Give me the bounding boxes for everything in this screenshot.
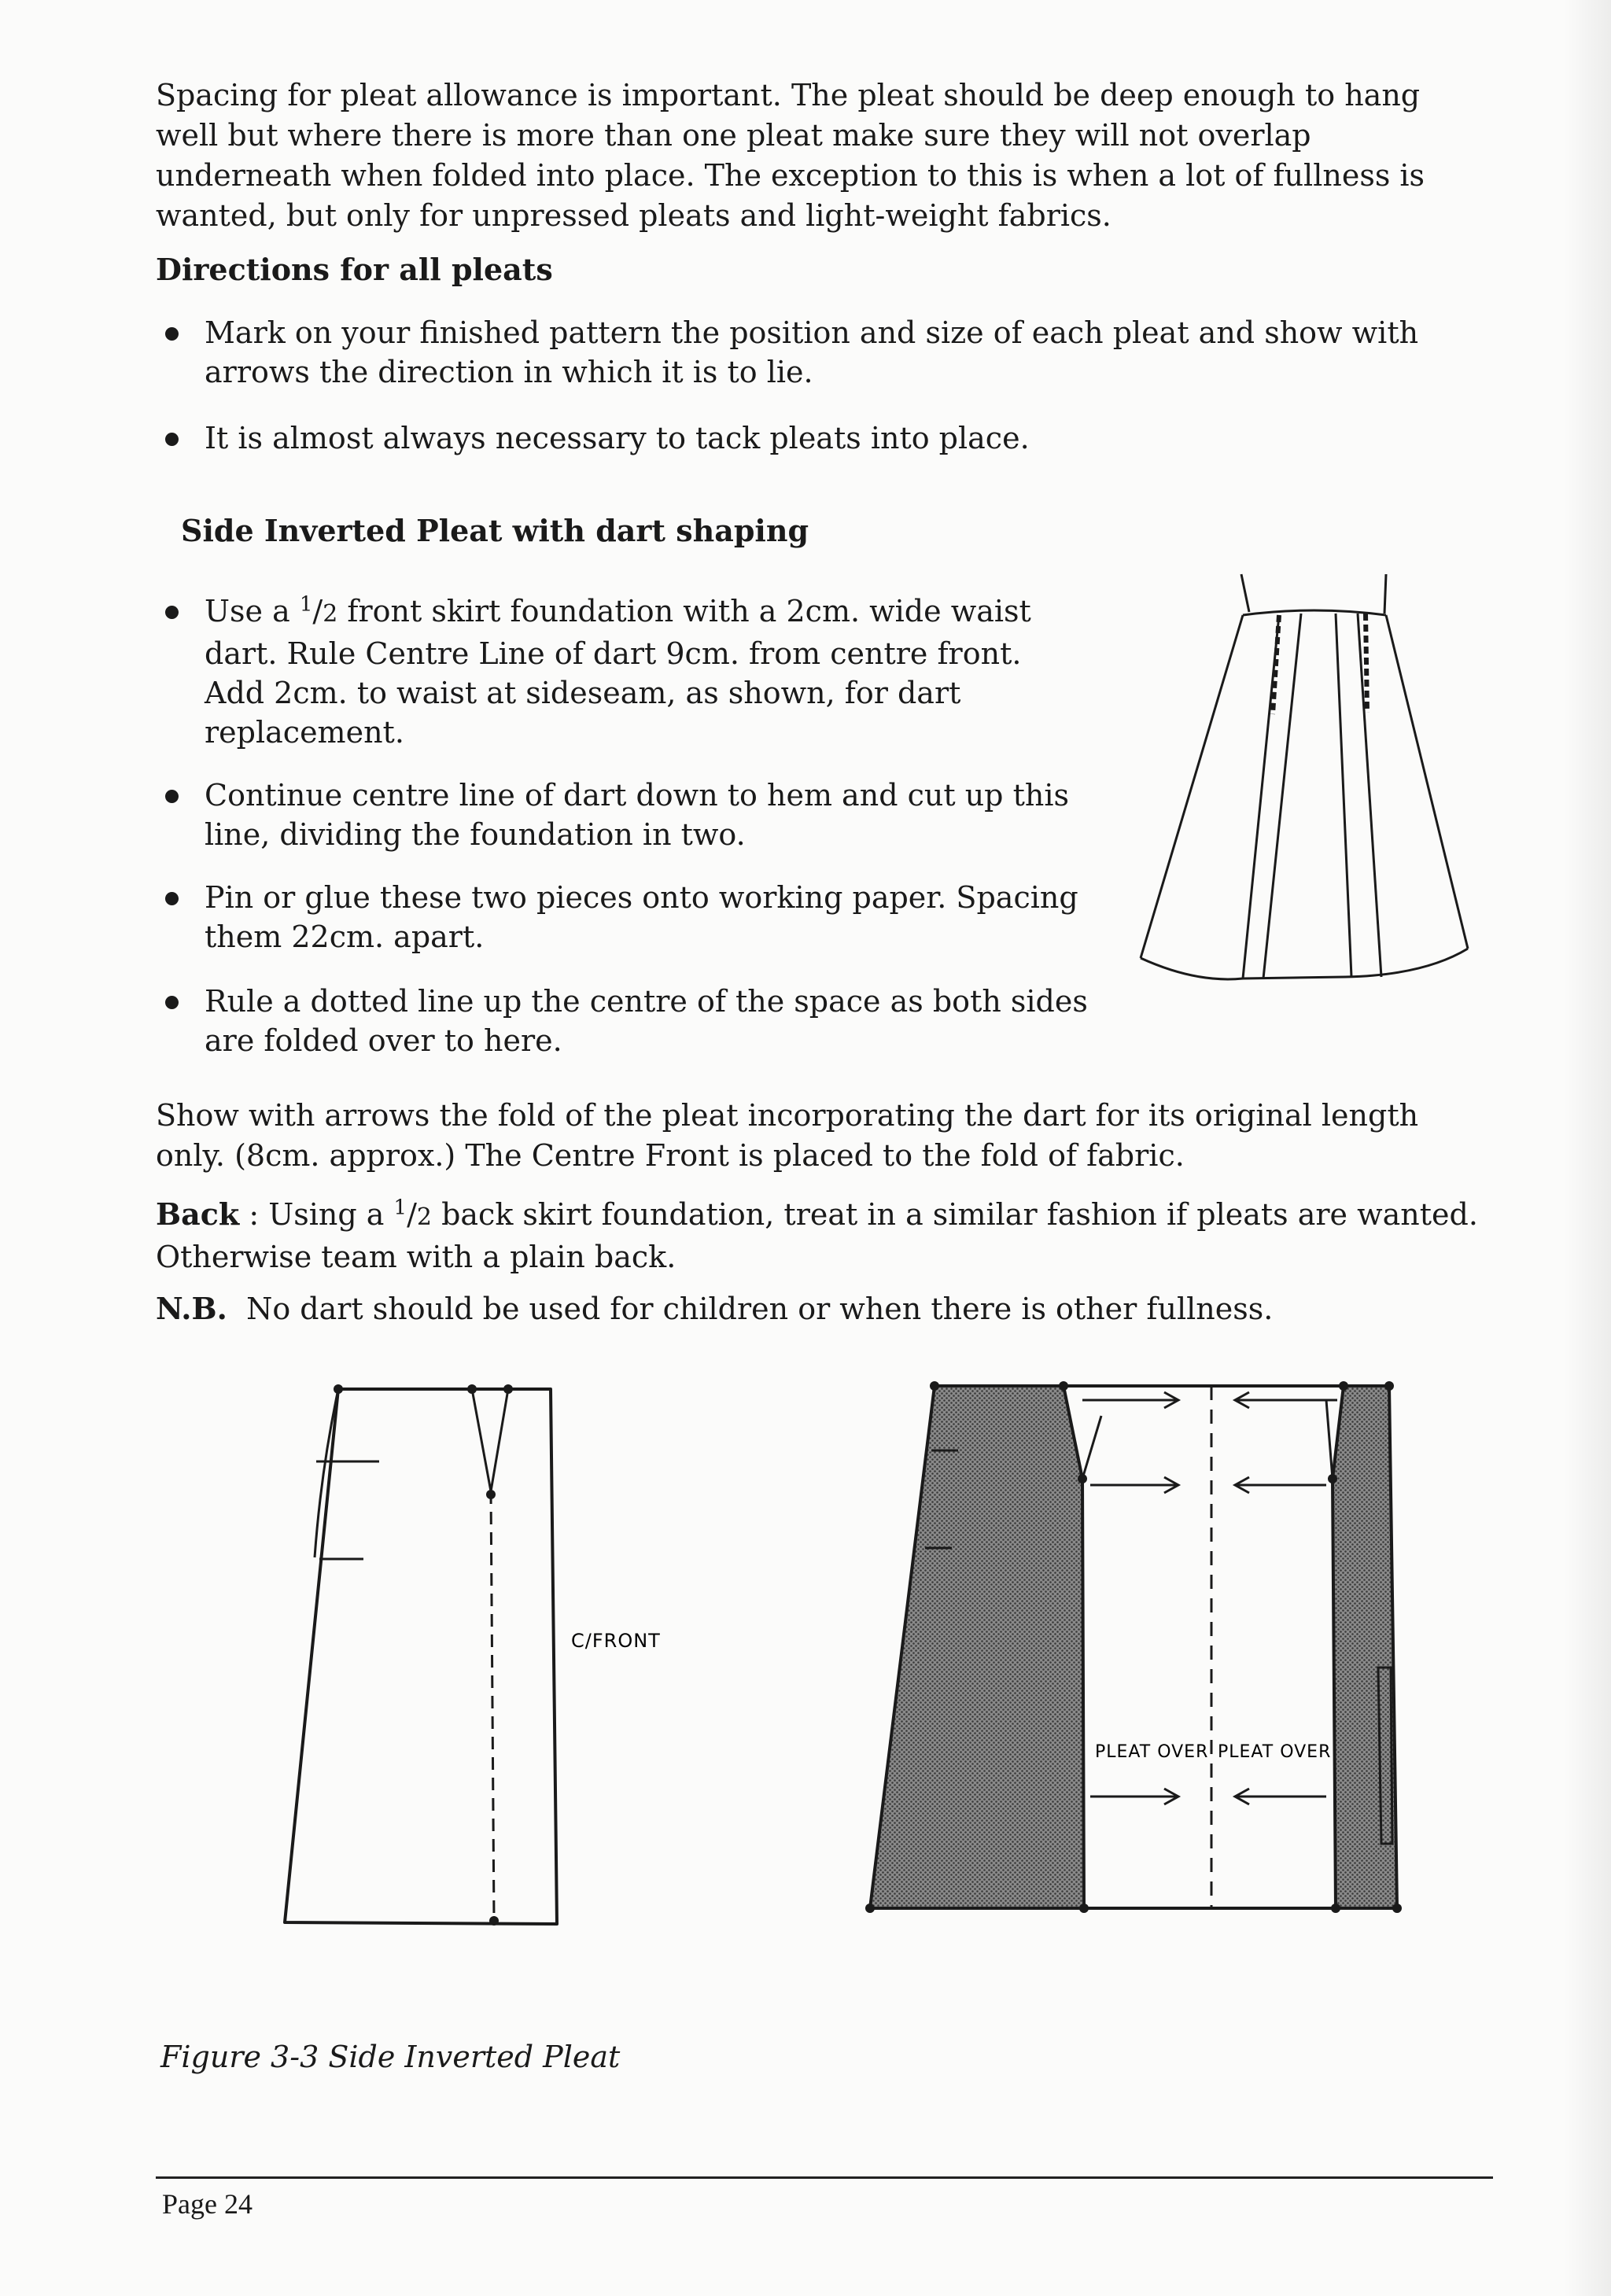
nb-label: N.B. [156,1291,227,1326]
bullet-icon [165,892,179,905]
bullet-icon [165,433,179,446]
bullet-icon [165,327,179,341]
footer-rule [156,2176,1493,2179]
fraction-numerator: 1 [299,592,313,617]
figure-caption: Figure 3-3 Side Inverted Pleat [160,2040,621,2074]
step-bullet-3 [156,878,1100,958]
step-1-body: front skirt foundation with a 2cm. wide waist dart. Rule Centre Line of dart 9cm. from centre front. [205,594,1031,671]
pleat-over-label-right: PLEAT OVER [1218,1742,1332,1762]
fraction-denominator: 2 [323,600,338,628]
nb-text: No dart should be used for children or when there is other fullness. [246,1292,1274,1326]
pleat-pattern-diagram [865,1369,1416,1935]
nb-paragraph [156,1288,1487,1329]
directions-bullet-text: Mark on your finished pattern the position and size of each pleat and show with arrows the direction in which it is to lie. [205,315,1419,389]
fraction-numerator: 1 [393,1196,407,1220]
front-pattern-diagram [275,1376,661,1927]
show-paragraph: Show with arrows the fold of the pleat incorporating the dart for its original length only. (8cm. approx.) The Centre Front is placed to the fold of fabric. [156,1098,1419,1173]
bullet-icon [165,996,179,1009]
back-text-body: back skirt foundation, treat in a similar fashion if pleats are wanted. Otherwise team with a plain back. [156,1197,1478,1274]
back-paragraph: Back : Using a $^1$/2 back skirt foundation, treat in a similar fashion if pleats are wanted. Otherwise team with a plain back. [156,1196,1478,1274]
step-4-text: Rule a dotted line up the centre of the space as both sides are folded over to here. [205,984,1088,1058]
centre-front-label: C/FRONT [571,1630,661,1652]
bullet-icon [165,790,179,803]
fraction-denominator: 2 [416,1203,432,1231]
step-1-text: Use a $^1$/2 front skirt foundation with a 2cm. wide waist dart. Rule Centre Line of dart 9cm. from centre front. Add 2cm. to waist at sideseam, as shown, for dart replacement. [205,592,1031,750]
pleat-over-label-left: PLEAT OVER [1095,1742,1209,1762]
step-3-text: Pin or glue these two pieces onto working paper. Spacing them 22cm. apart. [205,880,1078,954]
step-2-text: Continue centre line of dart down to hem and cut up this line, dividing the foundation in two. [205,778,1069,852]
step-bullet-4 [156,982,1100,1062]
back-label: Back [156,1196,240,1232]
page-number: Page 24 [162,2188,253,2220]
directions-bullet-text: It is almost always necessary to tack pleats into place. [205,421,1030,455]
step-1-lead: Use a [205,594,290,628]
step-bullet-2 [156,776,1100,856]
section-heading: Side Inverted Pleat with dart shaping [181,513,809,548]
step-1-extra: Add 2cm. to waist at sideseam, as shown, for dart replacement. [205,676,961,750]
bullet-icon [165,606,179,619]
directions-heading: Directions for all pleats [156,252,553,287]
directions-bullet-2 [156,418,1487,458]
step-bullet-1 [156,592,1100,757]
back-text-lead: : Using a [249,1197,385,1232]
directions-bullet-1 [156,313,1487,393]
skirt-illustration [1125,574,1487,983]
intro-paragraph: Spacing for pleat allowance is important. The pleat should be deep enough to hang well but where there is more than one pleat make sure they will not overlap underneath when folded into place. The exception to this is when a lot of fullness is wanted, but only for unpressed pleats and light-weight fabrics. [156,78,1425,233]
